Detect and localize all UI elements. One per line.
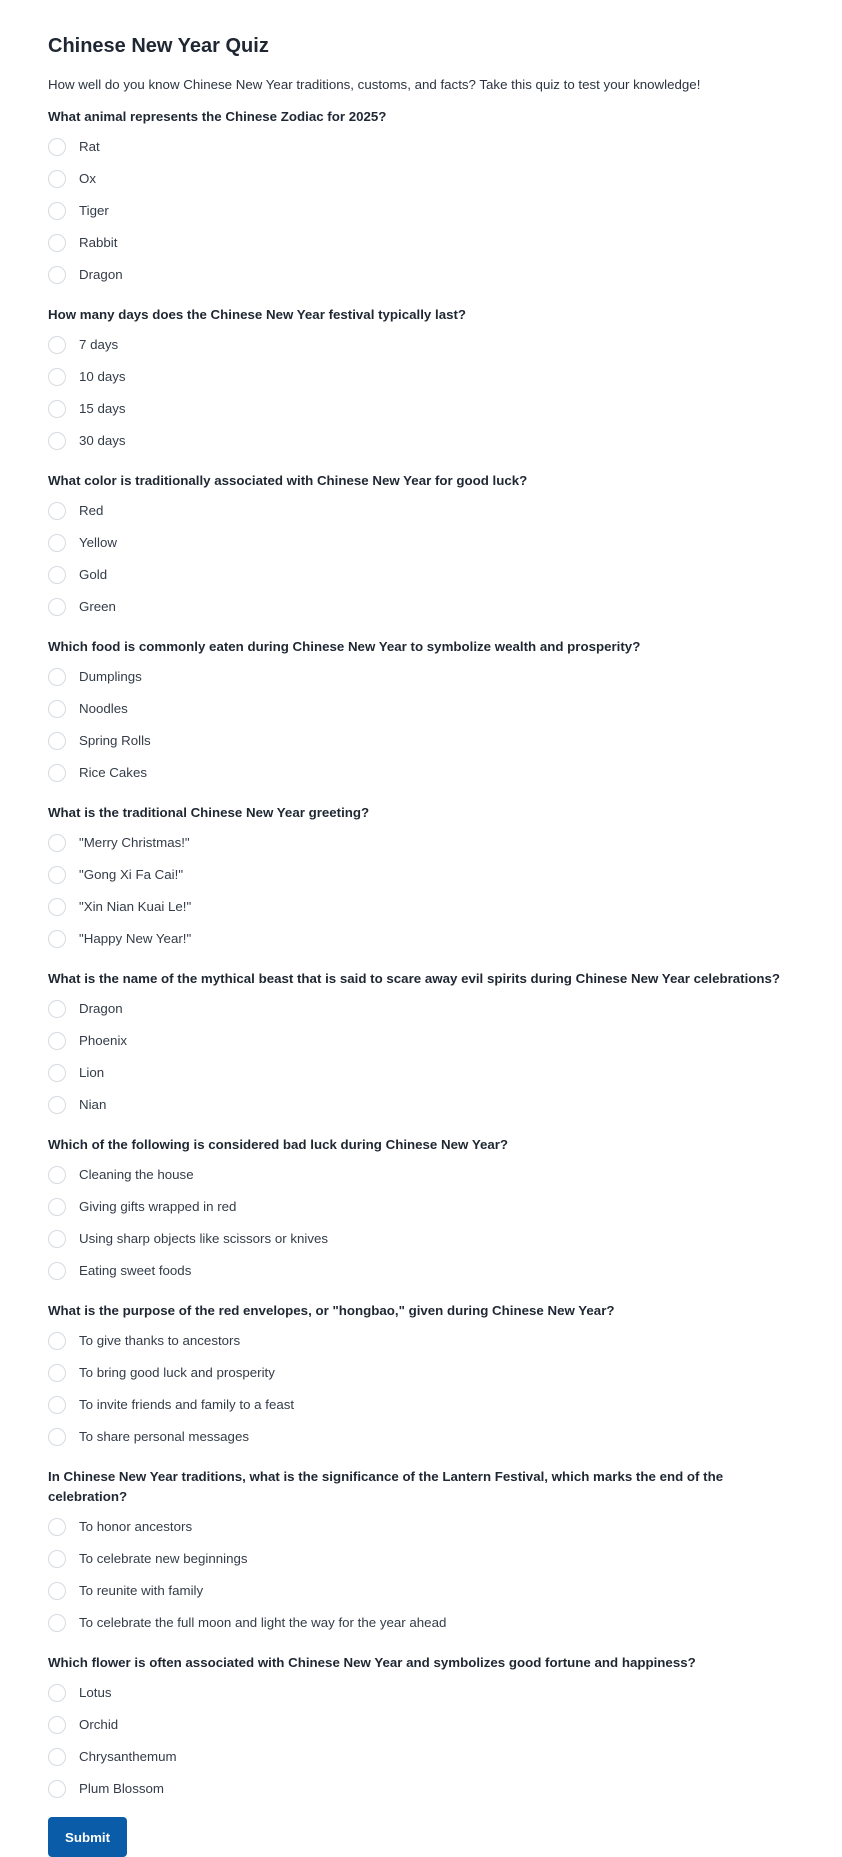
option-label: "Happy New Year!" — [79, 931, 192, 946]
option-label: Cleaning the house — [79, 1167, 194, 1182]
answer-option[interactable] — [48, 693, 794, 725]
question-5 — [48, 803, 794, 955]
option-label: To give thanks to ancestors — [79, 1333, 241, 1348]
question-text: Which flower is often associated with Chinese New Year and symbolizes good fortune and happiness? — [48, 1655, 696, 1670]
question-text: What animal represents the Chinese Zodiac for 2025? — [48, 109, 387, 124]
radio-button[interactable] — [48, 234, 66, 252]
radio-button[interactable] — [48, 502, 66, 520]
answer-option[interactable] — [48, 1709, 794, 1741]
radio-button[interactable] — [48, 432, 66, 450]
answer-option[interactable] — [48, 361, 794, 393]
answer-option[interactable] — [48, 1325, 794, 1357]
option-label: Chrysanthemum — [79, 1749, 177, 1764]
option-label: Spring Rolls — [79, 733, 151, 748]
question-2 — [48, 305, 794, 457]
option-label: Rat — [79, 139, 100, 154]
answer-option[interactable] — [48, 1025, 794, 1057]
radio-button[interactable] — [48, 1684, 66, 1702]
option-label: Noodles — [79, 701, 128, 716]
answer-option[interactable] — [48, 425, 794, 457]
answer-option[interactable] — [48, 591, 794, 623]
option-label: To honor ancestors — [79, 1519, 193, 1534]
radio-button[interactable] — [48, 1166, 66, 1184]
option-label: Dragon — [79, 1001, 123, 1016]
question-text: What is the name of the mythical beast that is said to scare away evil spirits during Chinese New Year celebrations? — [48, 971, 781, 986]
radio-button[interactable] — [48, 1582, 66, 1600]
radio-button[interactable] — [48, 368, 66, 386]
option-label: Nian — [79, 1097, 107, 1112]
radio-button[interactable] — [48, 1748, 66, 1766]
option-label: Ox — [79, 171, 96, 186]
radio-button[interactable] — [48, 1000, 66, 1018]
question-9 — [48, 1467, 794, 1639]
answer-option[interactable] — [48, 227, 794, 259]
option-label: 15 days — [79, 401, 126, 416]
radio-button[interactable] — [48, 534, 66, 552]
radio-button[interactable] — [48, 930, 66, 948]
answer-option[interactable] — [48, 1511, 794, 1543]
option-label: "Gong Xi Fa Cai!" — [79, 867, 184, 882]
option-label: Yellow — [79, 535, 117, 550]
radio-button[interactable] — [48, 1364, 66, 1382]
answer-option[interactable] — [48, 827, 794, 859]
option-label: To celebrate new beginnings — [79, 1551, 248, 1566]
answer-option[interactable] — [48, 1421, 794, 1453]
answer-option[interactable] — [48, 859, 794, 891]
answer-option[interactable] — [48, 393, 794, 425]
radio-button[interactable] — [48, 1396, 66, 1414]
radio-button[interactable] — [48, 1198, 66, 1216]
question-text: In Chinese New Year traditions, what is the significance of the Lantern Festival, which marks the end of the celebration? — [48, 1469, 724, 1504]
option-label: Dumplings — [79, 669, 142, 684]
question-list — [48, 107, 794, 1805]
answer-option[interactable] — [48, 259, 794, 291]
option-label: Plum Blossom — [79, 1781, 164, 1796]
option-label: "Merry Christmas!" — [79, 835, 190, 850]
answer-option[interactable] — [48, 1159, 794, 1191]
option-label: Orchid — [79, 1717, 119, 1732]
radio-button[interactable] — [48, 1230, 66, 1248]
radio-button[interactable] — [48, 1032, 66, 1050]
answer-option[interactable] — [48, 1223, 794, 1255]
option-label: To share personal messages — [79, 1429, 249, 1444]
quiz-intro: How well do you know Chinese New Year traditions, customs, and facts? Take this quiz to test your knowledge! — [48, 77, 701, 92]
option-label: Dragon — [79, 267, 123, 282]
radio-button[interactable] — [48, 1550, 66, 1568]
question-6 — [48, 969, 794, 1121]
radio-button[interactable] — [48, 266, 66, 284]
radio-button[interactable] — [48, 1064, 66, 1082]
answer-option[interactable] — [48, 329, 794, 361]
answer-option[interactable] — [48, 1543, 794, 1575]
answer-option[interactable] — [48, 993, 794, 1025]
answer-option[interactable] — [48, 1677, 794, 1709]
option-label: To invite friends and family to a feast — [79, 1397, 295, 1412]
answer-option[interactable] — [48, 891, 794, 923]
question-7 — [48, 1135, 794, 1287]
radio-button[interactable] — [48, 170, 66, 188]
answer-option[interactable] — [48, 1741, 794, 1773]
answer-option[interactable] — [48, 527, 794, 559]
option-label: To celebrate the full moon and light the way for the year ahead — [79, 1615, 447, 1630]
option-label: Phoenix — [79, 1033, 128, 1048]
radio-button[interactable] — [48, 1332, 66, 1350]
question-1 — [48, 107, 794, 291]
option-label: "Xin Nian Kuai Le!" — [79, 899, 192, 914]
answer-option[interactable] — [48, 1255, 794, 1287]
option-label: Eating sweet foods — [79, 1263, 192, 1278]
radio-button[interactable] — [48, 764, 66, 782]
option-label: Green — [79, 599, 116, 614]
radio-button[interactable] — [48, 1096, 66, 1114]
radio-button[interactable] — [48, 834, 66, 852]
answer-option[interactable] — [48, 725, 794, 757]
option-label: Lion — [79, 1065, 105, 1080]
submit-button[interactable]: Submit — [48, 1817, 127, 1857]
option-label: 7 days — [79, 337, 119, 352]
radio-button[interactable] — [48, 598, 66, 616]
question-3 — [48, 471, 794, 623]
question-10 — [48, 1653, 794, 1805]
answer-option[interactable] — [48, 1057, 794, 1089]
radio-button[interactable] — [48, 898, 66, 916]
radio-button[interactable] — [48, 866, 66, 884]
answer-option[interactable] — [48, 661, 794, 693]
question-text: How many days does the Chinese New Year festival typically last? — [48, 307, 467, 322]
option-label: To reunite with family — [79, 1583, 204, 1598]
answer-option[interactable] — [48, 1389, 794, 1421]
option-label: To bring good luck and prosperity — [79, 1365, 275, 1380]
option-label: Tiger — [79, 203, 109, 218]
option-label: 30 days — [79, 433, 126, 448]
option-label: Lotus — [79, 1685, 112, 1700]
radio-button[interactable] — [48, 1780, 66, 1798]
question-text: Which food is commonly eaten during Chinese New Year to symbolize wealth and prosperity? — [48, 639, 641, 654]
answer-option[interactable] — [48, 1575, 794, 1607]
radio-button[interactable] — [48, 1428, 66, 1446]
answer-option[interactable] — [48, 1607, 794, 1639]
radio-button[interactable] — [48, 202, 66, 220]
radio-button[interactable] — [48, 566, 66, 584]
answer-option[interactable] — [48, 757, 794, 789]
option-label: Gold — [79, 567, 108, 582]
answer-option[interactable] — [48, 1191, 794, 1223]
option-label: Giving gifts wrapped in red — [79, 1199, 237, 1214]
radio-button[interactable] — [48, 138, 66, 156]
answer-option[interactable] — [48, 163, 794, 195]
option-label: Rabbit — [79, 235, 118, 250]
option-label: Using sharp objects like scissors or knives — [79, 1231, 329, 1246]
question-text: What is the traditional Chinese New Year greeting? — [48, 805, 370, 820]
question-text: What is the purpose of the red envelopes, or "hongbao," given during Chinese New Year? — [48, 1303, 615, 1318]
radio-button[interactable] — [48, 1518, 66, 1536]
answer-option[interactable] — [48, 1357, 794, 1389]
question-text: What color is traditionally associated with Chinese New Year for good luck? — [48, 473, 528, 488]
radio-button[interactable] — [48, 668, 66, 686]
answer-option[interactable] — [48, 559, 794, 591]
option-label: Rice Cakes — [79, 765, 147, 780]
radio-button[interactable] — [48, 700, 66, 718]
option-label: 10 days — [79, 369, 126, 384]
question-4 — [48, 637, 794, 789]
radio-button[interactable] — [48, 732, 66, 750]
answer-option[interactable] — [48, 1773, 794, 1805]
page-title: Chinese New Year Quiz — [48, 35, 269, 57]
option-label: Red — [79, 503, 104, 518]
question-8 — [48, 1301, 794, 1453]
answer-option[interactable] — [48, 923, 794, 955]
answer-option[interactable] — [48, 1089, 794, 1121]
radio-button[interactable] — [48, 1716, 66, 1734]
radio-button[interactable] — [48, 336, 66, 354]
answer-option[interactable] — [48, 495, 794, 527]
answer-option[interactable] — [48, 131, 794, 163]
radio-button[interactable] — [48, 400, 66, 418]
question-text: Which of the following is considered bad luck during Chinese New Year? — [48, 1137, 509, 1152]
radio-button[interactable] — [48, 1262, 66, 1280]
radio-button[interactable] — [48, 1614, 66, 1632]
answer-option[interactable] — [48, 195, 794, 227]
